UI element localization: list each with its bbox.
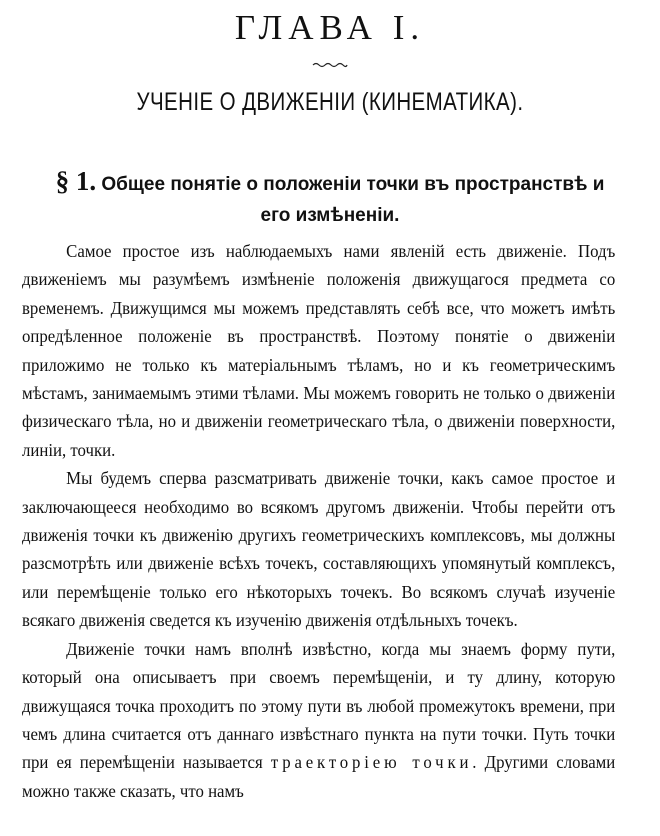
body-paragraph-3: [22, 635, 615, 805]
paragraph-heading: [40, 166, 620, 231]
body-paragraph-3-start: Движеніе точки намъ вполнѣ извѣстно, когда мы знаемъ форму пути, который она описываетъ при своемъ перемѣщеніи, и ту длину, которую движущаяся точка проходитъ по этому пути въ любой промежутокъ времени, при чемъ длина считается отъ даннаго извѣстнаго пункта на пути точки. Путь точки при ея перемѣщеніи называется: [22, 638, 616, 773]
body-paragraph-2: Мы будемъ сперва разсматривать движеніе точки, какъ самое простое и заключающееся необходимо во всякомъ другомъ движеніи. Чтобы перейти отъ движенія точки къ движенію другихъ геометрическихъ комплексовъ, мы должны разсмотрѣть или движеніе всѣхъ точекъ, составляющихъ упомянутый комплексъ, или перемѣщеніе только его нѣкоторыхъ точекъ. Во всякомъ случаѣ изученіе всякаго движенія сведется къ изученію движенія отдѣльныхъ точекъ.: [22, 468, 616, 631]
body-text: [22, 237, 615, 805]
trajectory-term-emphasis: траекторіею точки: [270, 752, 473, 773]
wavy-divider-ornament: [312, 61, 348, 69]
body-paragraph-3-end: . Другими словами можно также сказать, что намъ: [22, 752, 616, 801]
body-paragraph-1: Самое простое изъ наблюдаемыхъ нами явленій есть движеніе. Подъ движеніемъ мы разумѣемъ измѣненіе положенія движущагося предмета со временемъ. Движущимся мы можемъ представлять себѣ все, что можетъ имѣть опредѣленное положеніе въ пространствѣ. Поэтому понятіе о движеніи приложимо не только къ матеріальнымъ тѣламъ, но и къ геометрическимъ мѣстамъ, занимаемымъ этими тѣлами. Мы можемъ говорить не только о движеніи физическаго тѣла, но и движеніи геометрическаго тѣла, о движеніи поверхности, линіи, точки.: [22, 241, 616, 460]
paragraph-heading-title: Общее понятіе о положеніи точки въ пространствѣ и его измѣненіи.: [101, 174, 605, 226]
chapter-title: ГЛАВА I.: [234, 8, 426, 47]
section-title: УЧЕНІЕ О ДВИЖЕНІИ (КИНЕМАТИКА).: [136, 88, 524, 116]
paragraph-number: § 1.: [55, 166, 97, 196]
